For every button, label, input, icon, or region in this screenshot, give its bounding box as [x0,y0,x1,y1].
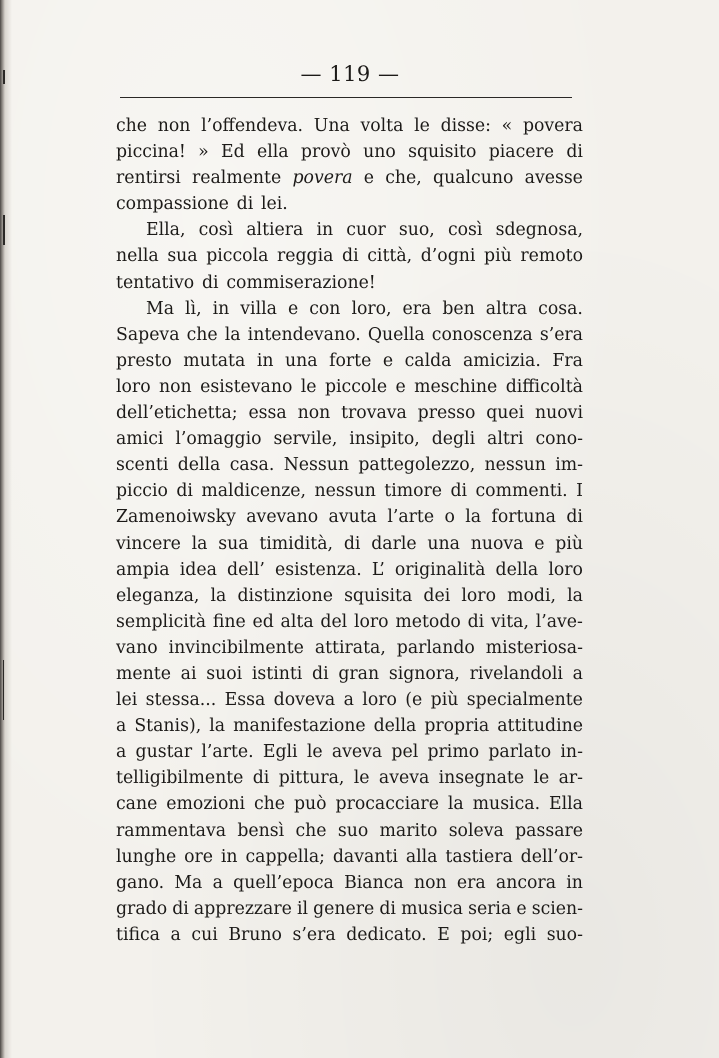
word: a [572,663,583,684]
text-line [116,531,583,557]
word: timidità, [259,533,334,554]
word: calda [404,350,452,371]
word: primo [427,742,480,763]
word: di [566,507,583,528]
word: nella [116,246,159,267]
word: alla [405,846,438,867]
word: Ed [221,142,245,163]
text-line [116,348,583,374]
word: tentativo [116,272,195,293]
word: una [285,350,318,371]
text-line [116,191,583,217]
text-line [116,818,583,844]
word: di [236,194,254,215]
word: esistenza. [275,559,362,580]
word: villa [240,298,277,319]
word: la [567,585,583,606]
text-line [116,165,583,191]
word: » [198,142,209,163]
word: altra [485,298,528,319]
text-line [116,661,583,687]
text-line [116,270,583,296]
word: istinti [251,663,303,684]
word: loro [116,376,151,397]
word: scien- [531,898,583,919]
word: e [534,533,545,554]
word: fortuna [491,507,556,528]
page-number: — 119 — [300,62,400,86]
word: loro, [351,298,392,319]
word: ar- [558,768,583,789]
word: piccina! [116,142,186,163]
word: s’era [292,924,336,945]
word: L’ [371,559,385,580]
word: Quella [367,324,425,345]
word: avuta [328,507,377,528]
text-line [116,609,583,635]
word: propria [424,716,490,737]
word: le [300,376,317,397]
word: povera [292,168,353,189]
word: suo, [398,220,435,241]
text-line [116,296,583,322]
word: eleganza, [116,585,200,606]
word: musica. [472,794,541,815]
header-rule [120,97,572,98]
text-line [116,713,583,739]
word: difficoltà [505,376,583,397]
word: Nessun [283,455,350,476]
text-line [116,791,583,817]
word: che [186,324,218,345]
text-line [116,426,583,452]
word: non [413,872,447,893]
word: e [363,168,374,189]
word: aveva [378,768,430,789]
word: di [201,272,219,293]
word: in [220,846,238,867]
text-line [116,243,583,269]
word: dell’etichetta; [116,403,238,424]
word: sdegnosa, [495,220,583,241]
word: l’offendeva. [201,116,304,136]
word: nuova [470,533,524,554]
word: soleva [448,820,504,841]
word: aveva [331,742,383,763]
word: Ella, [146,220,186,241]
word: Ma [174,872,203,893]
word: quell’epoca [233,872,334,893]
word: che [253,794,286,815]
word: in [316,220,334,241]
word: non [297,403,331,424]
word: il [296,898,308,919]
word: qualcuno [433,168,514,189]
word: di [252,768,270,789]
word: mutata [183,350,246,371]
word: Bruno [228,924,282,945]
word: ai [180,663,197,684]
word: scenti [116,455,169,476]
word: poi; [460,924,494,945]
word: suo- [546,924,583,945]
word: così [447,220,483,241]
word: che [295,820,327,841]
word: avesse [524,168,583,189]
text-line [116,922,583,948]
word: degli [431,429,476,450]
word: piccole [324,376,388,397]
word: ancora [495,872,557,893]
word: davanti [332,846,398,867]
word: l’arte [387,507,435,528]
word: la [447,794,464,815]
word: ampia [116,559,170,580]
word: stessa... [145,690,217,711]
word: così [198,220,234,241]
word: mente [116,663,171,684]
word: povera [522,116,583,136]
word: Egli [262,742,298,763]
word: presto [116,350,172,371]
word: piccio [116,481,168,502]
word: sua [167,246,198,267]
word: di [467,611,485,632]
text-line [116,322,583,348]
word: piacere [488,142,555,163]
word: cosa. [538,298,583,319]
body-text [116,113,583,948]
word: della [373,716,417,737]
word: lei [116,690,138,711]
word: compassione [116,194,229,215]
word: avevano [246,507,319,528]
word: rentirsi [116,168,181,189]
word: insipito, [349,429,420,450]
word: loro [548,559,583,580]
word: parlato [488,742,552,763]
word: più [484,246,512,267]
word: la [465,507,482,528]
word: uno [363,142,396,163]
word: originalità [394,559,486,580]
word: altri [487,429,524,450]
word: Essa [224,690,266,711]
word: di [342,246,359,267]
word: procacciare [335,794,439,815]
word: può [293,794,327,815]
word: la [209,716,226,737]
word: più [555,533,583,554]
word: di [566,142,583,163]
word: modi, [507,585,556,606]
word: con [309,298,341,319]
text-line [116,870,583,896]
word: e [395,376,406,397]
word: lì, [185,298,202,319]
word: seria [468,898,512,919]
word: l’ave- [535,611,583,632]
word: loro [362,690,397,711]
word: cane [116,794,158,815]
word: la [191,533,208,554]
word: egli [503,924,537,945]
text-line [116,635,583,661]
word: conoscenza [431,324,533,345]
word: musica [401,898,463,919]
word: s’era [539,324,583,345]
word: sua [218,533,249,554]
word: vano [116,637,158,658]
word: a [116,716,127,737]
word: quei [486,403,525,424]
word: loro [353,611,389,632]
word: disse: [440,116,491,136]
word: pittura, [278,768,345,789]
word: forte [329,350,372,371]
text-line [116,896,583,922]
word: squisito [408,142,477,163]
word: di [343,533,361,554]
word: di [176,481,193,502]
text-line [116,557,583,583]
text-line [116,765,583,791]
word: meschine [414,376,498,397]
word: idea [179,559,217,580]
word: non [159,376,192,397]
word: in [212,298,230,319]
word: Ella [549,794,583,815]
word: metodo [395,611,461,632]
word: alta [280,611,314,632]
text-line [116,452,583,478]
word: non [157,116,191,136]
word: Sapeva [116,324,180,345]
page-binding-edge [0,0,12,1058]
word: pel [391,742,419,763]
word: bensì [237,820,285,841]
word: cappella; [245,846,325,867]
word: in- [560,742,583,763]
text-line [116,844,583,870]
word: passare [515,820,583,841]
word: suo [337,820,369,841]
word: cuor [346,220,386,241]
word: amicizia. [463,350,541,371]
word: Zamenoiwsky [116,507,236,528]
word: più [430,690,459,711]
word: ben [442,298,475,319]
word: loro [461,585,496,606]
word: lei. [261,194,288,215]
word: cui [191,924,218,945]
word: grado [116,898,168,919]
word: « [501,116,513,136]
word: nessun [314,481,376,502]
word: misteriosa- [485,637,583,658]
word: attirata, [314,637,386,658]
word: darle [371,533,417,554]
word: di [379,898,396,919]
word: semplicità [116,611,207,632]
word: fine [212,611,246,632]
word: manifestazione [233,716,366,737]
word: servile, [273,429,338,450]
word: Bianca [344,872,404,893]
word: Una [313,116,350,136]
word: squisita [344,585,413,606]
word: cono- [535,429,583,450]
word: nessun [484,455,546,476]
word: che, [385,168,422,189]
word: volta [360,116,404,136]
word: in [256,350,274,371]
word: reggia [277,246,334,267]
word: intendevano. [247,324,361,345]
word: era [456,872,486,893]
word: ore [184,846,214,867]
word: realmente [192,168,282,189]
word: commenti. [475,481,568,502]
word: Stanis), [134,716,202,737]
word: gano. [116,872,165,893]
word: la [224,324,241,345]
word: dell’ [227,559,265,580]
text-line [116,217,583,243]
word: specialmente [466,690,583,711]
word: dell’or- [520,846,583,867]
word: della [495,559,539,580]
word: provò [300,142,351,163]
text-line [116,113,583,139]
word: a [343,690,354,711]
word: suoi [206,663,243,684]
word: le [414,116,430,136]
word: altiera [246,220,304,241]
word: in [566,872,583,893]
word: maldicenze, [201,481,307,502]
word: di [312,663,329,684]
text-line [116,400,583,426]
word: di [450,481,468,502]
word: gran [338,663,380,684]
word: apprezzare [193,898,292,919]
word: invincibilmente [168,637,304,658]
word: della [177,455,221,476]
word: ella [257,142,289,163]
word: telligibilmente [116,768,244,789]
word: d’ogni [420,246,476,267]
word: rammentava [116,820,227,841]
word: e [516,898,527,919]
word: marito [379,820,438,841]
text-line [116,478,583,504]
text-line [116,583,583,609]
text-line [116,739,583,765]
word: lunghe [116,846,177,867]
word: a [116,742,127,763]
word: presso [417,403,476,424]
word: del [320,611,348,632]
word: Fra [552,350,583,371]
binding-mark [3,660,4,720]
word: e [382,350,394,371]
word: im- [555,455,583,476]
text-line [116,687,583,713]
word: ed [252,611,274,632]
word: dei [423,585,451,606]
word: I [576,481,583,502]
word: casa. [229,455,275,476]
word: nuovi [535,403,583,424]
word: era [402,298,432,319]
text-line [116,374,583,400]
word: l’arte. [201,742,254,763]
word: pattegolezzo, [358,455,476,476]
word: amici [116,429,164,450]
word: commiserazione! [226,272,376,293]
word: città, [367,246,413,267]
word: esistevano [200,376,293,397]
word: rivelandoli [469,663,563,684]
word: o [444,507,455,528]
word: essa [248,403,287,424]
binding-mark [3,215,5,245]
word: e [287,298,299,319]
word: le [533,768,550,789]
text-line [116,504,583,530]
word: che [116,116,148,136]
word: vincere [116,533,181,554]
word: trovava [341,403,407,424]
word: vita, [490,611,529,632]
word: la [210,585,227,606]
word: attitudine [497,716,583,737]
word: di [172,898,189,919]
word: genere [313,898,375,919]
word: le [353,768,370,789]
word: distinzione [237,585,333,606]
word: remoto [520,246,583,267]
word: parlando [396,637,475,658]
word: signora, [388,663,460,684]
word: insegnate [438,768,525,789]
text-line [116,139,583,165]
word: tastiera [445,846,513,867]
word: dedicato. [346,924,427,945]
word: timore [384,481,443,502]
word: E [437,924,450,945]
word: a [212,872,223,893]
word: (e [405,690,423,711]
word: doveva [273,690,336,711]
word: piccola [206,246,269,267]
word: Ma [146,298,174,319]
word: emozioni [166,794,246,815]
word: l’omaggio [175,429,262,450]
word: gustar [135,742,193,763]
word: a [170,924,181,945]
word: tifica [116,924,160,945]
word: una [427,533,460,554]
word: le [306,742,323,763]
